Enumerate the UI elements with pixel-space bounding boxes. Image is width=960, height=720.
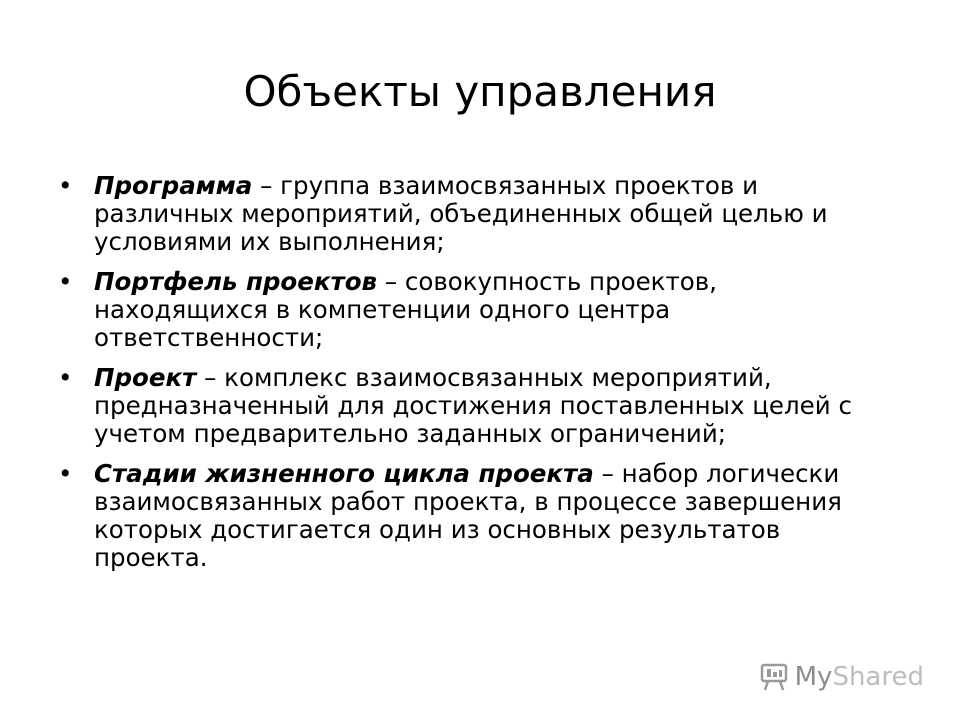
bullet-dot: • [58, 363, 73, 392]
term-portfolio: Портфель проектов [94, 267, 378, 296]
definition-project: – комплекс взаимосвязанных мероприятий, предназначенный для достижения поставленных целей с учетом предварительно заданных ограничений; [94, 363, 852, 448]
slide-title: Объекты управления [243, 67, 717, 116]
bullet-item-project [56, 364, 876, 448]
term-project: Проект [94, 363, 197, 392]
term-program: Программа [94, 171, 253, 200]
bullet-item-program [56, 172, 876, 256]
definition-program: – группа взаимосвязанных проектов и различных мероприятий, объединенных общей целью и условиями их выполнения; [94, 171, 828, 256]
bullet-item-portfolio [56, 268, 876, 352]
bullet-list [56, 172, 876, 584]
presentation-board-icon [759, 662, 789, 692]
watermark-brand: MyShared [794, 662, 924, 692]
definition-lifecycle: – набор логически взаимосвязанных работ проекта, в процессе завершения которых достигается один из основных результатов проекта. [94, 459, 842, 572]
bullet-item-lifecycle [56, 460, 876, 572]
watermark-logo[interactable] [759, 662, 924, 692]
term-lifecycle: Стадии жизненного цикла проекта [94, 459, 594, 488]
bullet-dot: • [58, 459, 73, 488]
bullet-dot: • [58, 171, 73, 200]
definition-portfolio: – совокупность проектов, находящихся в компетенции одного центра ответственности; [94, 267, 717, 352]
bullet-dot: • [58, 267, 73, 296]
